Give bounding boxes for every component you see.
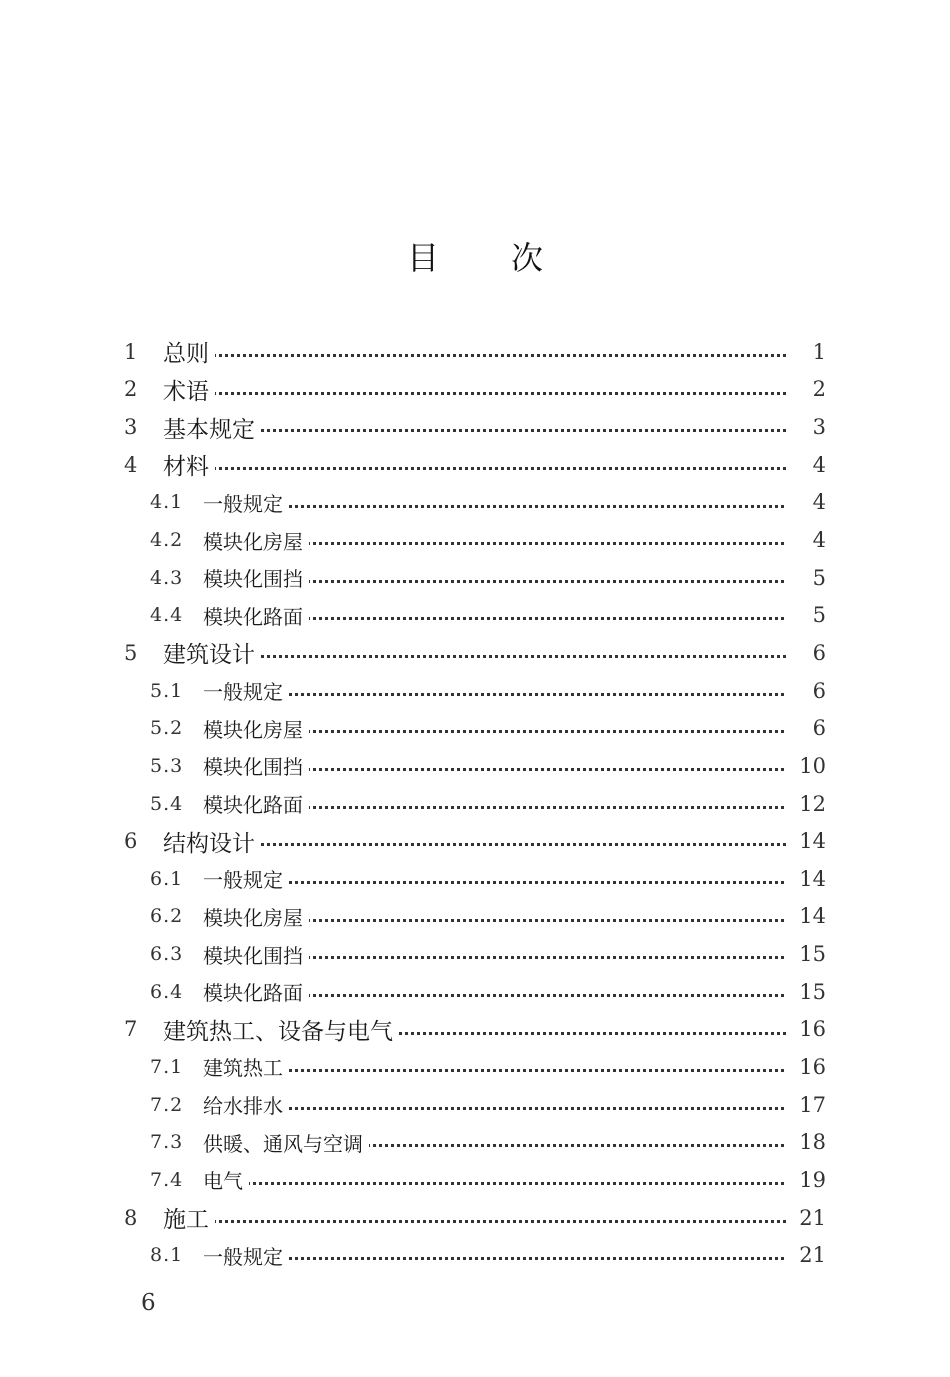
toc-entry-label: 一般规定	[203, 1241, 289, 1270]
toc-entry[interactable]	[0, 446, 950, 484]
dot-leader	[210, 693, 810, 696]
toc-entry-label: 模块化围挡	[203, 940, 309, 969]
toc-entry-number: 8	[124, 1205, 138, 1230]
toc-entry-page: 16	[786, 1055, 826, 1079]
toc-entry-number: 6.2	[150, 905, 184, 928]
toc-entry-number: 4.2	[150, 529, 184, 552]
toc-entry[interactable]	[0, 333, 950, 371]
dot-leader	[210, 1257, 810, 1260]
toc-entry-page: 17	[786, 1093, 826, 1117]
toc-entry-number: 6.1	[150, 867, 184, 890]
toc-entry[interactable]	[0, 747, 950, 785]
dot-leader	[210, 881, 810, 884]
dot-leader	[170, 429, 810, 432]
toc-entry-label: 一般规定	[203, 488, 289, 517]
toc-entry-label: 施工	[163, 1201, 215, 1234]
toc-entry-label: 模块化房屋	[203, 902, 309, 931]
toc-entry-label: 模块化围挡	[203, 751, 309, 780]
toc-entry[interactable]	[0, 484, 950, 522]
toc-entry-page: 5	[786, 603, 826, 627]
toc-entry-label: 模块化路面	[203, 601, 309, 630]
toc-entry-label: 电气	[203, 1165, 249, 1194]
toc-entry-label: 模块化围挡	[203, 563, 309, 592]
toc-entry[interactable]	[0, 1161, 950, 1199]
toc-entry[interactable]	[0, 860, 950, 898]
toc-entry-label: 模块化房屋	[203, 526, 309, 555]
toc-entry-label: 模块化路面	[203, 977, 309, 1006]
toc-entry[interactable]	[0, 709, 950, 747]
toc-entry-page: 3	[786, 415, 826, 439]
dot-leader	[210, 1182, 810, 1185]
toc-entry-page: 14	[786, 829, 826, 853]
toc-entry-page: 14	[786, 867, 826, 891]
toc-entry[interactable]	[0, 1086, 950, 1124]
toc-entry-number: 8.1	[150, 1244, 184, 1267]
toc-entry-label: 建筑热工、设备与电气	[163, 1013, 399, 1046]
toc-entry[interactable]	[0, 1048, 950, 1086]
toc-entry-label: 结构设计	[163, 825, 261, 858]
toc-entry[interactable]	[0, 822, 950, 860]
toc-entry-number: 6.3	[150, 943, 184, 966]
toc-entry-page: 15	[786, 980, 826, 1004]
toc-entry[interactable]	[0, 596, 950, 634]
toc-entry[interactable]	[0, 408, 950, 446]
toc-entry-page: 21	[786, 1206, 826, 1230]
table-of-contents	[0, 333, 950, 1274]
toc-entry-page: 2	[786, 377, 826, 401]
toc-entry-page: 12	[786, 792, 826, 816]
dot-leader	[170, 354, 810, 357]
toc-entry-page: 18	[786, 1130, 826, 1154]
toc-entry-page: 4	[786, 528, 826, 552]
toc-entry-label: 基本规定	[163, 411, 261, 444]
toc-entry[interactable]	[0, 1123, 950, 1161]
toc-entry[interactable]	[0, 1011, 950, 1049]
toc-entry-number: 5.2	[150, 717, 184, 740]
toc-entry-number: 7.3	[150, 1131, 184, 1154]
toc-entry[interactable]	[0, 973, 950, 1011]
toc-entry-page: 16	[786, 1017, 826, 1041]
dot-leader	[170, 843, 810, 846]
toc-entry-number: 7.2	[150, 1093, 184, 1116]
toc-entry-number: 5	[124, 640, 138, 665]
toc-entry-page: 10	[786, 754, 826, 778]
page-title: 目次	[406, 239, 615, 277]
dot-leader	[170, 655, 810, 658]
dot-leader	[170, 467, 810, 470]
toc-entry-number: 5.3	[150, 754, 184, 777]
toc-entry-page: 15	[786, 942, 826, 966]
toc-entry-label: 给水排水	[203, 1090, 289, 1119]
toc-entry-page: 14	[786, 904, 826, 928]
toc-entry-number: 4	[124, 452, 138, 477]
toc-entry-label: 建筑热工	[203, 1052, 289, 1081]
toc-entry-number: 5.4	[150, 792, 184, 815]
toc-entry-page: 4	[786, 490, 826, 514]
toc-entry-label: 总则	[163, 335, 215, 368]
toc-entry-label: 模块化房屋	[203, 714, 309, 743]
dot-leader	[210, 1107, 810, 1110]
toc-entry-page: 6	[786, 641, 826, 665]
toc-entry-number: 4.4	[150, 604, 184, 627]
toc-entry-page: 1	[786, 340, 826, 364]
dot-leader	[170, 1220, 810, 1223]
toc-entry[interactable]	[0, 371, 950, 409]
toc-entry-page: 4	[786, 453, 826, 477]
toc-entry-label: 一般规定	[203, 864, 289, 893]
dot-leader	[170, 392, 810, 395]
toc-entry-label: 术语	[163, 373, 215, 406]
toc-entry[interactable]	[0, 898, 950, 936]
toc-entry-number: 7.4	[150, 1168, 184, 1191]
toc-entry-number: 4.1	[150, 491, 184, 514]
toc-entry-label: 一般规定	[203, 676, 289, 705]
toc-entry[interactable]	[0, 634, 950, 672]
toc-entry-number: 7.1	[150, 1055, 184, 1078]
toc-entry-number: 6.4	[150, 980, 184, 1003]
toc-entry-page: 19	[786, 1168, 826, 1192]
toc-entry-number: 6	[124, 829, 138, 854]
toc-entry[interactable]	[0, 521, 950, 559]
toc-entry-page: 6	[786, 716, 826, 740]
toc-entry-number: 3	[124, 415, 138, 440]
toc-entry[interactable]	[0, 559, 950, 597]
toc-entry[interactable]	[0, 935, 950, 973]
toc-entry-number: 7	[124, 1017, 138, 1042]
toc-entry-number: 1	[124, 339, 138, 364]
toc-entry[interactable]	[0, 1199, 950, 1237]
toc-entry-label: 材料	[163, 448, 215, 481]
dot-leader	[210, 1069, 810, 1072]
toc-entry[interactable]	[0, 785, 950, 823]
toc-entry-number: 2	[124, 377, 138, 402]
toc-entry[interactable]	[0, 1236, 950, 1274]
toc-entry-number: 5.1	[150, 679, 184, 702]
toc-entry-label: 供暖、通风与空调	[203, 1128, 369, 1157]
toc-entry-label: 建筑设计	[163, 636, 261, 669]
dot-leader	[210, 505, 810, 508]
toc-entry-number: 4.3	[150, 566, 184, 589]
toc-entry[interactable]	[0, 672, 950, 710]
toc-entry-label: 模块化路面	[203, 789, 309, 818]
toc-entry-page: 6	[786, 679, 826, 703]
page-number: 6	[141, 1290, 156, 1316]
toc-entry-page: 5	[786, 566, 826, 590]
toc-entry-page: 21	[786, 1243, 826, 1267]
